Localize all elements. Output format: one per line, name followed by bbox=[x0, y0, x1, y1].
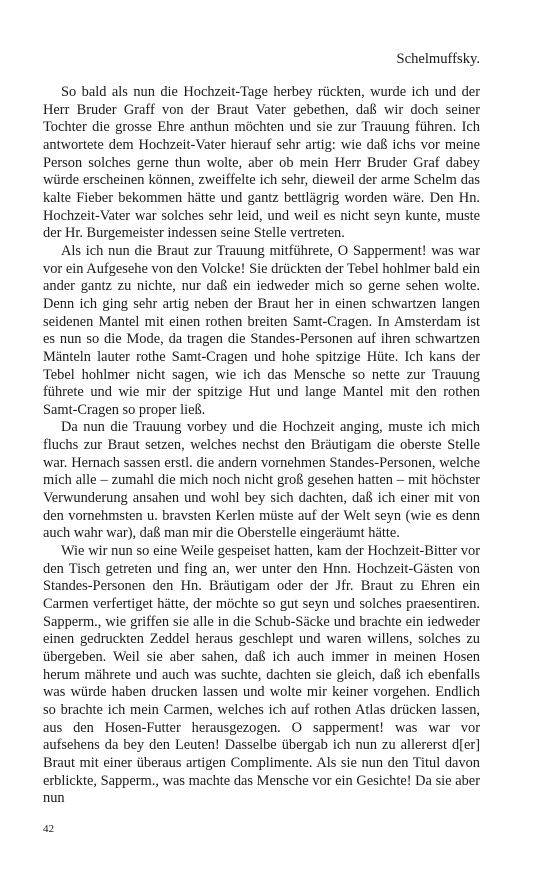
paragraph: Als ich nun die Braut zur Trauung mitführete, O Sapperment! was war vor ein Aufgesehe von den Volcke! Sie drückten der Tebel hohlmer bald ein ander gantz zu nichte, nur daß ein iedweder mich so gerne sehen wolte. Denn ich ging sehr artig neben der Braut her in einen schwartzen langen seidenen Mantel mit einen rothen breiten Samt-Cragen. In Amsterdam ist es nun so die Mode, da tragen die Standes-Personen auf ihren schwartzen Mänteln lauter rothe Samt-Cragen und hohe spitzige Hüte. Ich kans der Tebel hohlmer nicht sagen, wie ich das Mensche so nette zur Trauung führete und wie mir der spitzige Hut und lange Mantel mit den rothen Samt-Cragen so proper ließ. bbox=[43, 242, 480, 418]
book-page bbox=[43, 0, 480, 880]
body-text bbox=[43, 84, 480, 808]
paragraph: So bald als nun die Hochzeit-Tage herbey rückten, wurde ich und der Herr Bruder Graff von der Braut Vater gebethen, daß wir doch seiner Tochter die grosse Ehre anthun möchten und sie zur Trauung führen. Ich antwortete dem Hochzeit-Vater hierauf sehr artig: wie daß ichs vor meine Person solches gerne thun wolte, aber ob mein Herr Bruder Graf dabey würde erscheinen können, zweiffelte ich sehr, dieweil der arme Schelm das kalte Fieber bekommen hätte und gantz bettlägrig worden wäre. Den Hn. Hochzeit-Vater war solches sehr leid, und weil es nicht seyn kunte, muste der Hr. Burgemeister indessen seine Stelle vertreten. bbox=[43, 84, 480, 242]
paragraph: Wie wir nun so eine Weile gespeiset hatten, kam der Hochzeit-Bitter vor den Tisch getreten und fing an, wer unter den Hnn. Hochzeit-Gästen von Standes-Personen den Hn. Bräutigam oder der Jfr. Braut zu Ehren ein Carmen verfertiget hätte, der möchte so gut seyn und solches praesentiren. Sapperm., wie griffen sie alle in die Schub-Säcke und brachte ein iedweder einen gedruckten Zeddel heraus geschlept und waren willens, solches zu übergeben. Weil sie aber sahen, daß ich auch immer in meinen Hosen herum mährete und auch was suchte, dachten sie gleich, daß ich ebenfalls was würde haben drucken lassen und wolte mir keiner vorgehen. Endlich so brachte ich mein Carmen, welches ich auf rothen Atlas drücken lassen, aus den Hosen-Futter herausgezogen. O sapperment! was war vor aufsehens da bey den Leuten! Dasselbe übergab ich nun zu allererst d[er] Braut mit einer überaus artigen Complimente. Als sie nun den Titul davon erblickte, Sapperm., was machte das Mensche vor ein Gesichte! Da sie aber nun bbox=[43, 543, 480, 807]
page-number: 42 bbox=[43, 823, 54, 835]
running-title: Schelmuffsky. bbox=[396, 51, 480, 67]
paragraph: Da nun die Trauung vorbey und die Hochzeit anging, muste ich mich fluchs zur Braut setzen, welches nechst den Bräutigam die oberste Stelle war. Hernach sassen erstl. die andern vornehmen Standes-Personen, welche mich alle – zumahl die mich noch nicht groß gesehen hatten – mit höchster Verwunderung ansahen und wohl bey sich dachten, daß ich einer mit von den vornehmsten u. bravsten Kerlen müste auf der Welt seyn (wie es denn auch wahr war), daß man mir die Oberstelle eingeräumt hätte. bbox=[43, 419, 480, 542]
